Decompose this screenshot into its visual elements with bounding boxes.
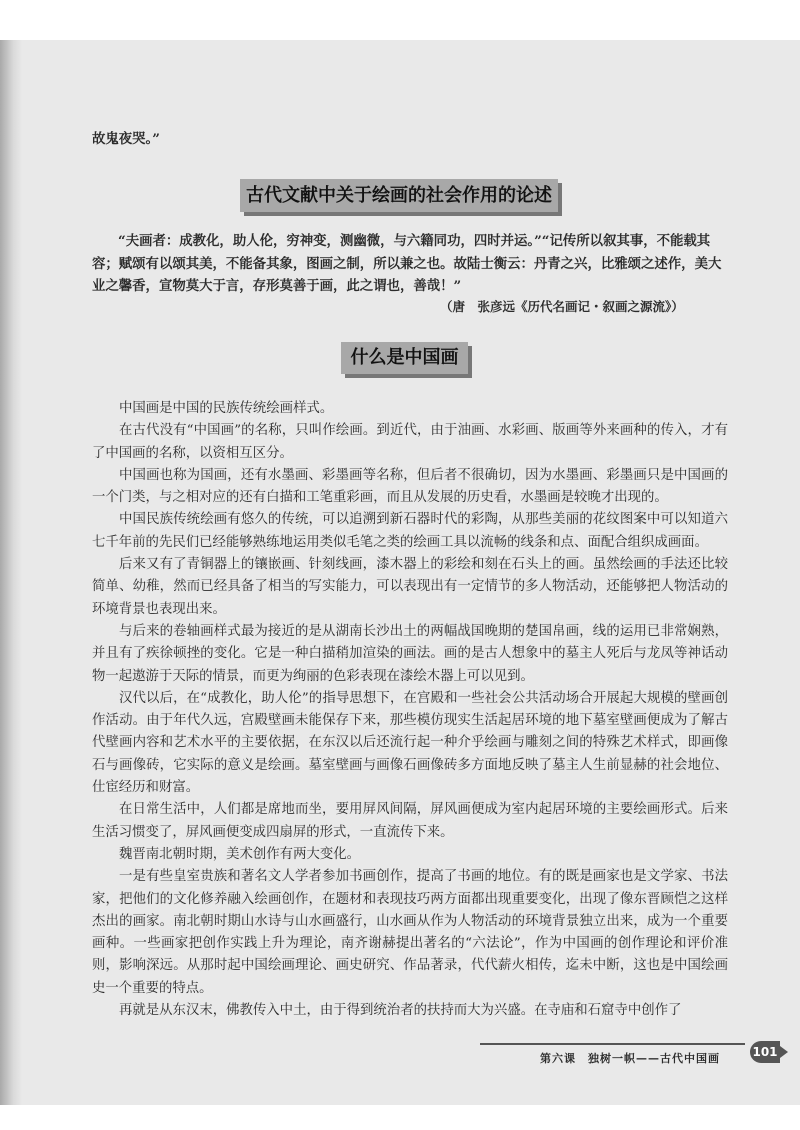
paragraph: 后来又有了青铜器上的镶嵌画、针刻线画，漆木器上的彩绘和刻在石头上的画。虽然绘画的手法还比较简单、幼稚，然而已经具备了相当的写实能力，可以表现出有一定情节的多人物活动，还能够把人物活动的环境背景也表现出来。 [92, 557, 728, 617]
quote-source: （唐 张彦远《历代名画记・叙画之源流》） [440, 299, 684, 314]
paragraph: 中国画也称为国画，还有水墨画、彩墨画等名称，但后者不很确切，因为水墨画、彩墨画只是中国画的一个门类，与之相对应的还有白描和工笔重彩画，而且从发展的历史看，水墨画是较晚才出现的。 [92, 467, 728, 506]
classical-quote: “夫画者：成教化，助人伦，穷神变，测幽微，与六籍同功，四时并运。”“记传所以叙其事，不能载其容；赋颂有以颂其美，不能备其象，图画之制，所以兼之也。故陆士衡云：丹青之兴，比雅颂之述作，美大业之馨香，宣物莫大于言，存形莫善于画，此之谓也，善哉！” [92, 233, 722, 294]
section-heading-social-role: 古代文献中关于绘画的社会作用的论述 [240, 179, 558, 212]
paragraph: 再就是从东汉末，佛教传入中土，由于得到统治者的扶持而大为兴盛。在寺庙和石窟寺中创作了 [119, 1003, 682, 1019]
paragraph: 在古代没有“中国画”的名称，只叫作绘画。到近代，由于油画、水彩画、版画等外来画种的传入，才有了中国画的名称，以资相互区分。 [92, 423, 728, 461]
continuation-text: 故鬼夜哭。” [92, 131, 160, 147]
paragraph: 中国画是中国的民族传统绘画样式。 [119, 401, 334, 416]
paragraph: 与后来的卷轴画样式最为接近的是从湖南长沙出土的两幅战国晚期的楚国帛画，线的运用已非常娴熟，并且有了疾徐顿挫的变化。它是一种白描稍加渲染的画法。画的是古人想象中的墓主人死后与龙凤等神话动物一起遨游于天际的情景，而更为绚丽的色彩表现在漆绘木器上可以见到。 [92, 623, 728, 684]
page-number-tab: 101 [750, 1041, 780, 1063]
section-heading-what-is-chinese-painting: 什么是中国画 [341, 342, 468, 374]
footer-rule [480, 1043, 745, 1045]
paragraph: 魏晋南北朝时期，美术创作有两大变化。 [119, 846, 361, 862]
body-paragraphs [92, 398, 728, 1022]
footer-lesson-title: 第六课 独树一帜——古代中国画 [540, 1052, 720, 1065]
paragraph: 中国民族传统绘画有悠久的传统，可以追溯到新石器时代的彩陶，从那些美丽的花纹图案中可以知道六七千年前的先民们已经能够熟练地运用类似毛笔之类的绘画工具以流畅的线条和点、面配合组织成画面。 [92, 512, 728, 550]
paragraph: 在日常生活中，人们都是席地而坐，要用屏风间隔，屏风画便成为室内起居环境的主要绘画形式。后来生活习惯变了，屏风画便变成四扇屏的形式，一直流传下来。 [92, 802, 728, 840]
paragraph: 汉代以后，在“成教化，助人伦”的指导思想下，在宫殿和一些社会公共活动场合开展起大规模的壁画创作活动。由于年代久远，宫殿壁画未能保存下来，那些模仿现实生活起居环境的地下墓室壁画便成为了解古代壁画内容和艺术水平的主要依据，在东汉以后还流行起一种介乎绘画与雕刻之间的特殊艺术样式，即画像石与画像砖，它实际的意义是绘画。墓室壁画与画像石画像砖多方面地反映了墓主人生前显赫的社会地位、仕宦经历和财富。 [92, 690, 728, 796]
paragraph: 一是有些皇室贵族和著名文人学者参加书画创作，提高了书画的地位。有的既是画家也是文学家、书法家，把他们的文化修养融入绘画创作，在题材和表现技巧两方面都出现重要变化，出现了像东晋顾恺之这样杰出的画家。南北朝时期山水诗与山水画盛行，山水画从作为人物活动的环境背景独立出来，成为一个重要画种。一些画家把创作实践上升为理论，南齐谢赫提出著名的“六法论”，作为中国画的创作理论和评价准则，影响深远。从那时起中国绘画理论、画史研究、作品著录，代代薪火相传，迄未中断，这也是中国绘画史一个重要的特点。 [92, 869, 728, 996]
